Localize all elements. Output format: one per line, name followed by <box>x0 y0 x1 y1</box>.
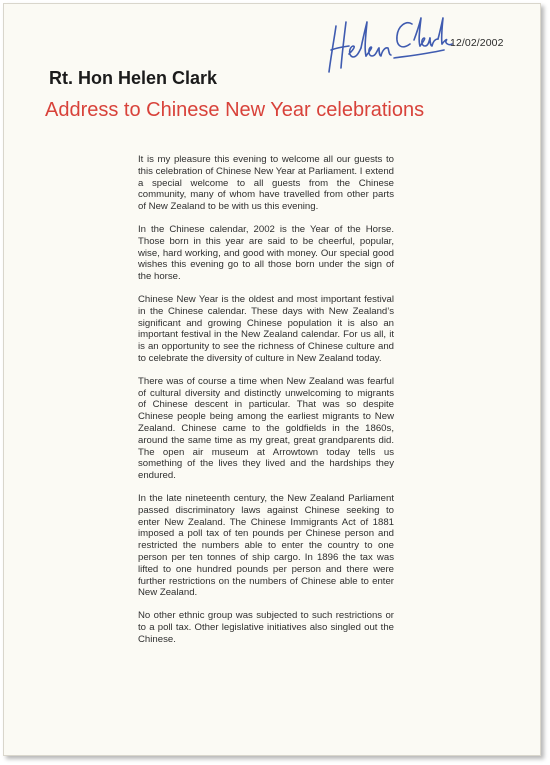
body-paragraph: In the late nineteenth century, the New Zealand Parliament passed discriminatory laws against Chinese seeking to enter New Zealand. The Chinese Immigrants Act of 1881 imposed a poll tax of ten pounds per Chinese person and restricted the numbers able to enter the country to one person per ten tonnes of ship cargo. In 1896 the tax was lifted to one hundred pounds per person and there were further restrictions on the numbers of Chinese able to enter New Zealand. <box>138 492 394 599</box>
body-paragraph: There was of course a time when New Zealand was fearful of cultural diversity and distinctly unwelcoming to migrants of Chinese descent in particular. That was so despite Chinese people being among the earliest migrants to New Zealand. Chinese came to the goldfields in the 1860s, around the same time as my great, great grandparents did. The open air museum at Arrowtown today tells us something of the lives they lived and the hardships they endured. <box>138 375 394 482</box>
body-paragraph: No other ethnic group was subjected to such restrictions or to a poll tax. Other legislative initiatives also singled out the Chinese. <box>138 610 394 645</box>
speech-body <box>138 154 394 656</box>
body-paragraph: In the Chinese calendar, 2002 is the Year of the Horse. Those born in this year are said to be cheerful, popular, wise, hard working, and good with money. Our special good wishes this evening go to all those born under the sign of the horse. <box>138 223 394 283</box>
document-page <box>3 3 541 756</box>
speech-title: Address to Chinese New Year celebrations <box>45 99 425 121</box>
body-paragraph: It is my pleasure this evening to welcome all our guests to this celebration of Chinese New Year at Parliament. I extend a special welcome to all guests from the Chinese community, many of whom have travelled from other parts of New Zealand to be with us this evening. <box>138 154 394 213</box>
author-name: Rt. Hon Helen Clark <box>49 68 218 88</box>
body-paragraph: Chinese New Year is the oldest and most important festival in the Chinese calendar. These days with New Zealand’s significant and growing Chinese population it is also an important festival in the New Zealand calendar. For us all, it is an opportunity to see the richness of Chinese culture and to celebrate the diversity of culture in New Zealand today. <box>138 293 394 364</box>
document-date: 12/02/2002 <box>450 37 504 49</box>
handwritten-signature <box>322 10 457 80</box>
